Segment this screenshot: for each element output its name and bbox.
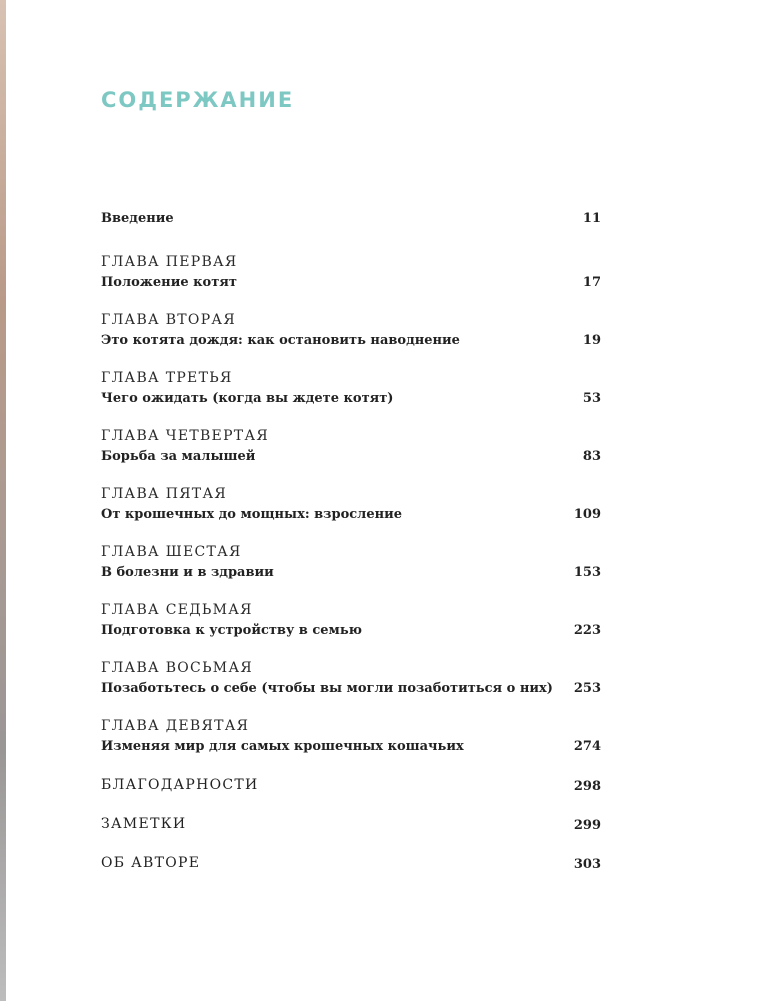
toc-entry-chapter-1[interactable] [101, 254, 601, 298]
entry-page-number: 19 [582, 333, 601, 348]
entry-page-number: 253 [573, 681, 601, 696]
toc-entry-chapter-3[interactable] [101, 370, 601, 414]
entry-title: БЛАГОДАРНОСТИ [101, 777, 259, 793]
entry-page-number: 299 [573, 818, 601, 833]
entry-title: ЗАМЕТКИ [101, 816, 187, 832]
toc-entry-chapter-8[interactable] [101, 660, 601, 704]
chapter-title: Изменяя мир для самых крошечных кошачьих [101, 739, 464, 754]
toc-entry-acknowledgements[interactable] [101, 776, 601, 800]
toc-entry-chapter-4[interactable] [101, 428, 601, 472]
chapter-label: ГЛАВА ВОСЬМАЯ [101, 660, 253, 676]
chapter-label: ГЛАВА СЕДЬМАЯ [101, 602, 253, 618]
chapter-title: Подготовка к устройству в семью [101, 623, 362, 638]
entry-page-number: 109 [573, 507, 601, 522]
entry-page-number: 53 [582, 391, 601, 406]
toc-entry-chapter-2[interactable] [101, 312, 601, 356]
chapter-title: Положение котят [101, 275, 237, 290]
entry-title: Введение [101, 211, 174, 226]
chapter-title: Борьба за малышей [101, 449, 256, 464]
entry-page-number: 223 [573, 623, 601, 638]
chapter-title: В болезни и в здравии [101, 565, 274, 580]
toc-list [101, 208, 601, 893]
toc-entry-chapter-7[interactable] [101, 602, 601, 646]
toc-entry-chapter-6[interactable] [101, 544, 601, 588]
toc-entry-chapter-5[interactable] [101, 486, 601, 530]
toc-entry-notes[interactable] [101, 815, 601, 839]
chapter-title: Чего ожидать (когда вы ждете котят) [101, 391, 394, 406]
chapter-label: ГЛАВА ПЕРВАЯ [101, 254, 238, 270]
entry-page-number: 11 [582, 211, 601, 226]
chapter-label: ГЛАВА ТРЕТЬЯ [101, 370, 233, 386]
toc-entry-about-author[interactable] [101, 854, 601, 878]
chapter-label: ГЛАВА ПЯТАЯ [101, 486, 227, 502]
chapter-label: ГЛАВА ШЕСТАЯ [101, 544, 242, 560]
toc-entry-chapter-9[interactable] [101, 718, 601, 762]
chapter-title: Это котята дождя: как остановить наводнение [101, 333, 460, 348]
entry-page-number: 153 [573, 565, 601, 580]
entry-title: ОБ АВТОРЕ [101, 855, 201, 871]
entry-page-number: 83 [582, 449, 601, 464]
entry-page-number: 298 [573, 779, 601, 794]
entry-page-number: 17 [582, 275, 601, 290]
chapter-title: Позаботьтесь о себе (чтобы вы могли позаботиться о них) [101, 681, 553, 696]
chapter-title: От крошечных до мощных: взросление [101, 507, 403, 522]
chapter-label: ГЛАВА ЧЕТВЕРТАЯ [101, 428, 269, 444]
toc-title: СОДЕРЖАНИЕ [101, 88, 295, 112]
chapter-label: ГЛАВА ВТОРАЯ [101, 312, 236, 328]
toc-entry-intro[interactable] [101, 208, 601, 232]
page-edge-strip [0, 0, 6, 1001]
entry-page-number: 303 [573, 857, 601, 872]
chapter-label: ГЛАВА ДЕВЯТАЯ [101, 718, 250, 734]
entry-page-number: 274 [573, 739, 601, 754]
